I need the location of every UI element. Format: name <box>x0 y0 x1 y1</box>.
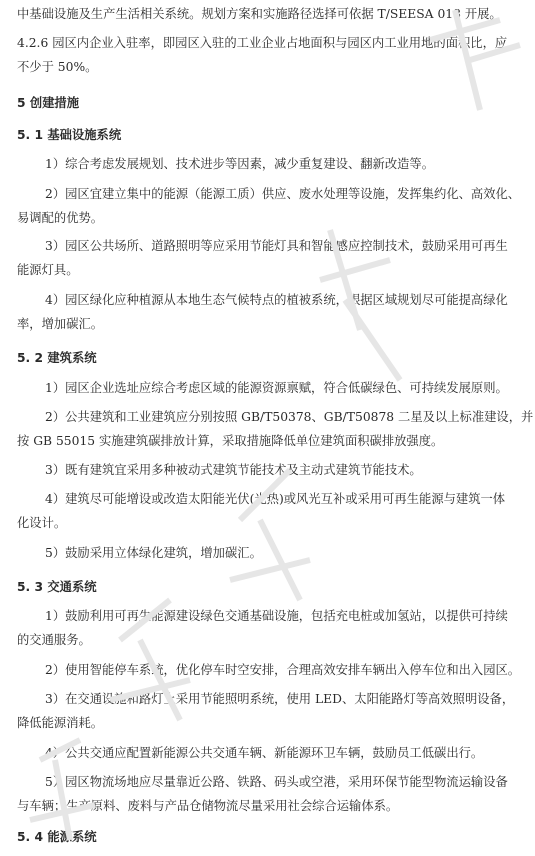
list-item: 3）在交通设施和路灯上采用节能照明系统，使用 LED、太阳能路灯等高效照明设备， <box>45 692 515 706</box>
list-item: 1）综合考虑发展规划、技术进步等因素，减少重复建设、翻新改造等。 <box>45 157 435 171</box>
paragraph-line: 中基础设施及生产生活相关系统。规划方案和实施路径选择可依据 T/SEESA 018 开展。 <box>17 7 502 21</box>
list-item: 4）公共交通应配置新能源公共交通车辆、新能源环卫车辆，鼓励员工低碳出行。 <box>45 746 484 760</box>
list-item: 3）既有建筑宜采用多种被动式建筑节能技术及主动式建筑节能技术。 <box>45 463 422 477</box>
list-item: 2）公共建筑和工业建筑应分别按照 GB/T50378、GB/T50878 二星及以上标准建设，并 <box>45 410 534 424</box>
list-item: 4）建筑尽可能增设或改造太阳能光伏(光热)或风光互补或采用可再生能源与建筑一体 <box>45 492 506 506</box>
list-item-continuation: 降低能源消耗。 <box>17 716 104 730</box>
list-item: 2）使用智能停车系统，优化停车时空安排，合理高效安排车辆出入停车位和出入园区。 <box>45 663 521 677</box>
list-item-continuation: 易调配的优势。 <box>17 211 104 225</box>
list-item: 1）园区企业选址应综合考虑区域的能源资源禀赋，符合低碳绿色、可持续发展原则。 <box>45 381 508 395</box>
clause-4-2-6-line: 不少于 50%。 <box>17 60 98 74</box>
list-item-continuation: 率，增加碳汇。 <box>17 317 104 331</box>
list-item: 5）鼓励采用立体绿化建筑，增加碳汇。 <box>45 546 262 560</box>
list-item: 1）鼓励利用可再生能源建设绿色交通基础设施，包括充电桩或加氢站，以提供可持续 <box>45 609 508 623</box>
subsection-heading: 5. 2 建筑系统 <box>17 351 97 365</box>
list-item-continuation: 的交通服务。 <box>17 633 91 647</box>
list-item: 5）园区物流场地应尽量靠近公路、铁路、码头或空港，采用环保节能型物流运输设备 <box>45 775 508 789</box>
list-item: 2）园区宜建立集中的能源（能源工质）供应、废水处理等设施，发挥集约化、高效化、 <box>45 187 521 201</box>
list-item-continuation: 化设计。 <box>17 516 67 530</box>
list-item-continuation: 能源灯具。 <box>17 263 79 277</box>
clause-4-2-6-line: 4.2.6 园区内企业入驻率，即园区入驻的工业企业占地面积与园区内工业用地的面积比，应 <box>17 36 508 50</box>
subsection-heading: 5. 3 交通系统 <box>17 580 97 594</box>
list-item: 3）园区公共场所、道路照明等应采用节能灯具和智能感应控制技术，鼓励采用可再生 <box>45 239 508 253</box>
subsection-heading: 5. 1 基础设施系统 <box>17 128 122 142</box>
list-item-continuation: 按 GB 55015 实施建筑碳排放计算，采取措施降低单位建筑面积碳排放强度。 <box>17 434 444 448</box>
list-item: 4）园区绿化应种植源从本地生态气候特点的植被系统，根据区域规划尽可能提高绿化 <box>45 293 508 307</box>
subsection-heading: 5. 4 能源系统 <box>17 830 97 844</box>
section-heading: 5 创建措施 <box>17 96 80 110</box>
list-item-continuation: 与车辆；生产原料、废料与产品仓储物流尽量采用社会综合运输体系。 <box>17 799 399 813</box>
